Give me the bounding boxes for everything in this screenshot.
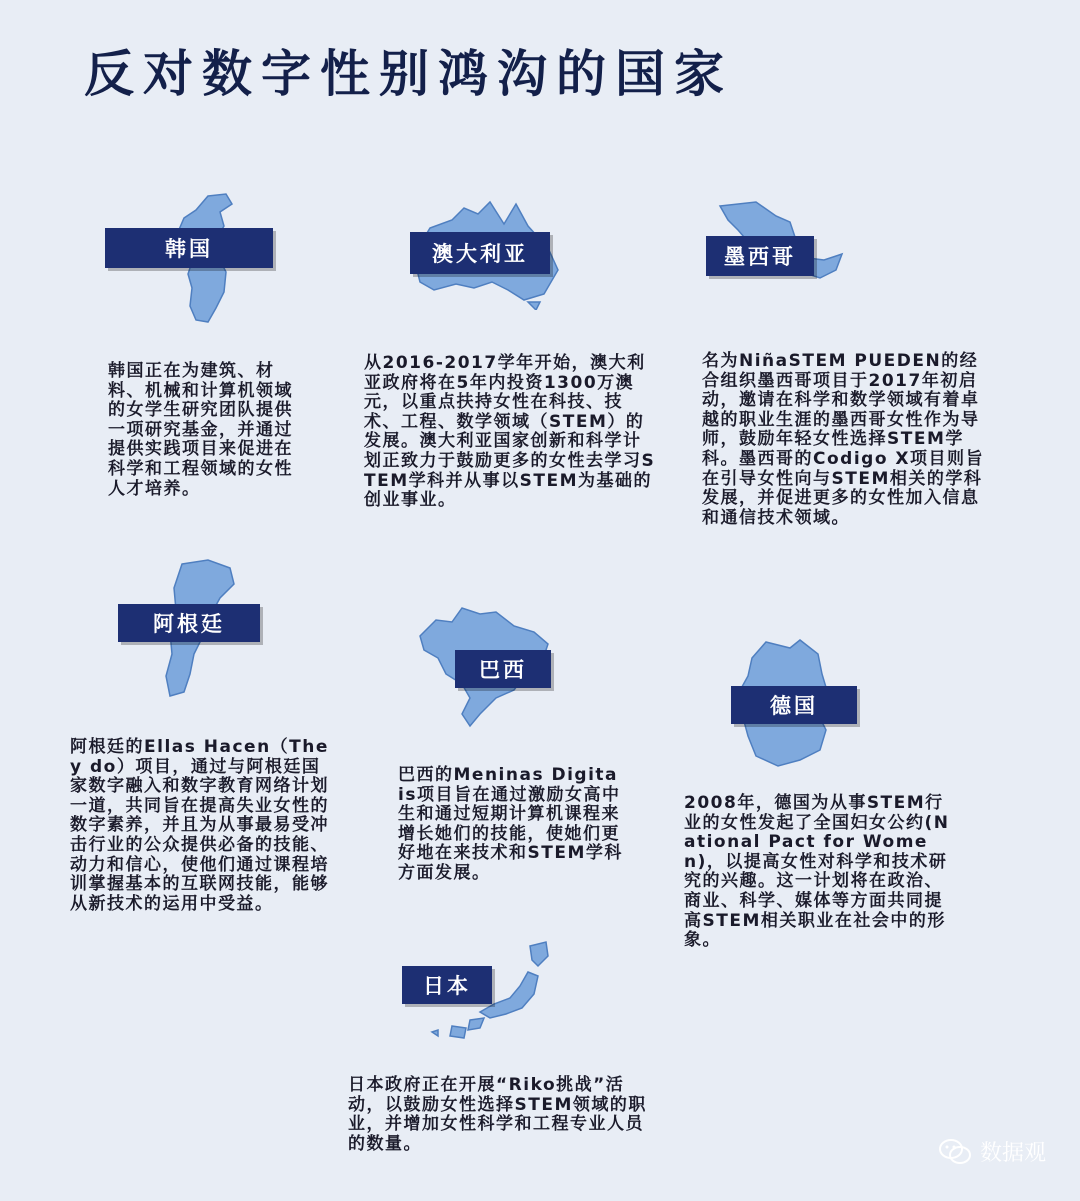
page-title: 反对数字性别鸿沟的国家	[84, 45, 733, 103]
watermark	[938, 1136, 1046, 1167]
country-label-japan: 日本	[402, 966, 492, 1004]
country-label-australia: 澳大利亚	[410, 232, 550, 274]
country-description-argentina: 阿根廷的Ellas Hacen（They do）项目，通过与阿根廷国家数字融入和数字教育网络计划一道，共同旨在提高失业女性的数字素养，并且为从事最易受冲击行业的公众提供必备的技能、动力和信心，使他们通过课程培训掌握基本的互联网技能，能够从新技术的运用中受益。	[70, 737, 329, 914]
country-description-brazil: 巴西的Meninas Digitais项目旨在通过激励女高中生和通过短期计算机课程来增长她们的技能，使她们更好地在来技术和STEM学科方面发展。	[398, 765, 623, 883]
country-label-brazil: 巴西	[455, 650, 551, 688]
country-label-argentina: 阿根廷	[118, 604, 260, 642]
wechat-icon	[938, 1137, 972, 1167]
country-description-korea: 韩国正在为建筑、材料、机械和计算机领域的女学生研究团队提供一项研究基金，并通过提供实践项目来促进在科学和工程领域的女性人才培养。	[108, 361, 293, 499]
country-description-japan: 日本政府正在开展“Riko挑战”活动，以鼓励女性选择STEM领域的职业，并增加女性科学和工程专业人员的数量。	[348, 1075, 647, 1154]
country-description-mexico: 名为NiñaSTEM PUEDEN的经合组织墨西哥项目于2017年初启动，邀请在科学和数学领域有着卓越的职业生涯的墨西哥女性作为导师，鼓励年轻女性选择STEM学科。墨西哥的Codigo X项目则旨在引导女性向与STEM相关的学科发展，并促进更多的女性加入信息和通信技术领域。	[702, 351, 985, 528]
country-label-korea: 韩国	[105, 228, 273, 268]
country-description-australia: 从2016-2017学年开始，澳大利亚政府将在5年内投资1300万澳元，以重点扶持女性在科技、技术、工程、数学领域（STEM）的发展。澳大利亚国家创新和科学计划正致力于鼓励更多的女性去学习STEM学科并从事以STEM为基础的创业事业。	[364, 353, 656, 511]
watermark-text: 数据观	[979, 1141, 1046, 1166]
country-label-mexico: 墨西哥	[706, 236, 814, 276]
country-label-germany: 德国	[731, 686, 857, 724]
country-description-germany: 2008年，德国为从事STEM行业的女性发起了全国妇女公约(National Pact for Women)，以提高女性对科学和技术研究的兴趣。这一计划将在政治、商业、科学、媒体等方面共同提高STEM相关职业在社会中的形象。	[684, 793, 950, 951]
